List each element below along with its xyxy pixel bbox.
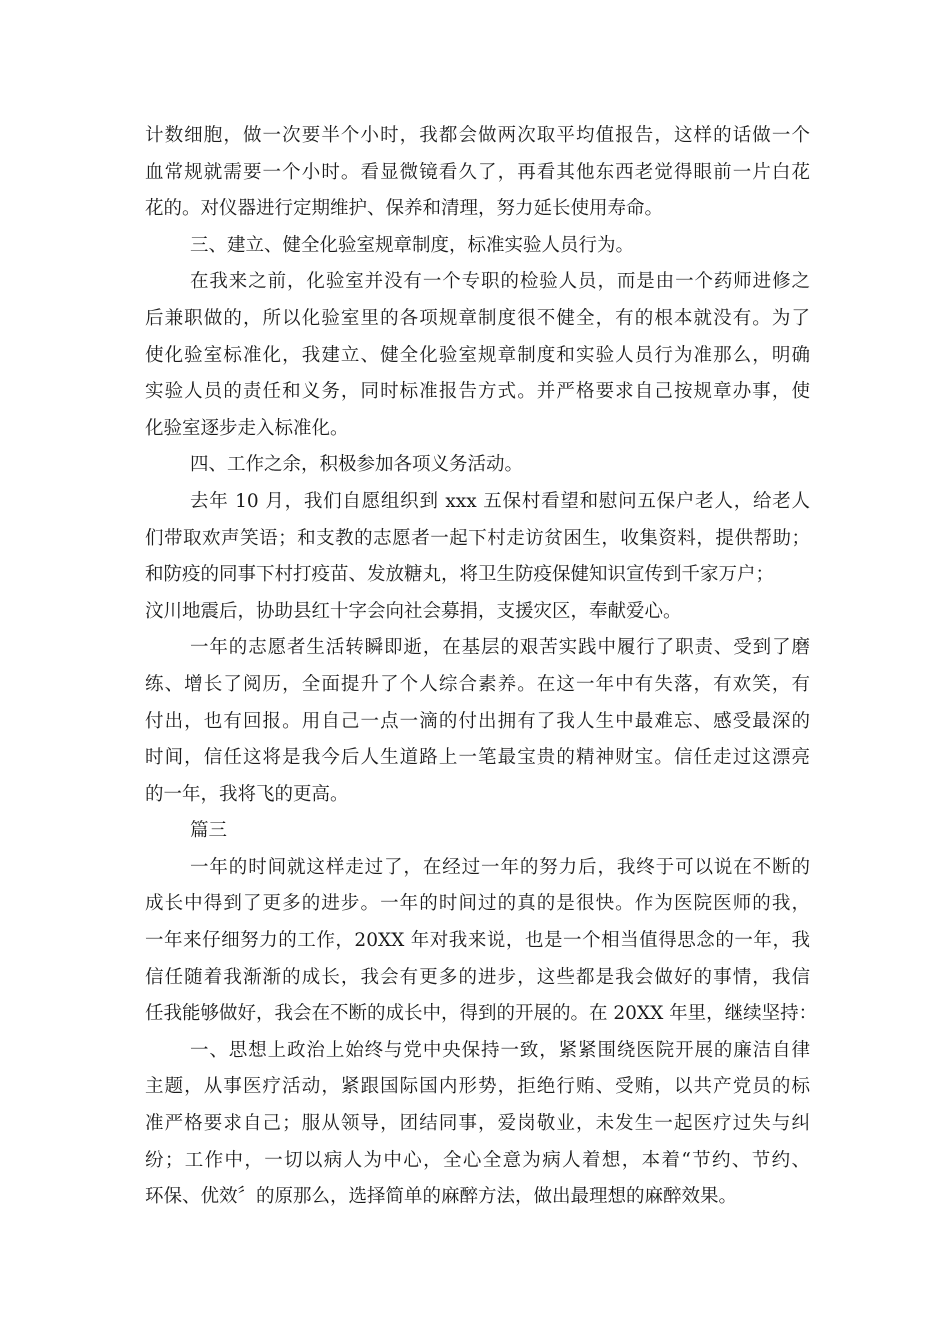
document-body [145, 118, 818, 1216]
text-line: 付出，也有回报。用自己一点一滴的付出拥有了我人生中最难忘、感受最深的 [145, 710, 810, 732]
text-line: 一年的时间就这样走过了，在经过一年的努力后，我终于可以说在不断的 [190, 856, 810, 878]
text-line: 练、增长了阅历，全面提升了个人综合素养。在这一年中有失落，有欢笑，有 [145, 673, 810, 695]
text-line: 一年的志愿者生活转瞬即逝，在基层的艰苦实践中履行了职责、受到了磨 [190, 637, 810, 659]
text-line: 一、思想上政治上始终与党中央保持一致，紧紧围绕医院开展的廉洁自律 [190, 1039, 810, 1061]
text-line: 实验人员的责任和义务，同时标准报告方式。并严格要求自己按规章办事，使 [145, 381, 810, 403]
text-line: 任我能够做好，我会在不断的成长中，得到的开展的。在 20XX 年里，继续坚持： [145, 1003, 818, 1025]
text-line: 的一年，我将飞的更高。 [145, 783, 349, 805]
text-line: 三、建立、健全化验室规章制度，标准实验人员行为。 [190, 234, 635, 256]
text-line: 化验室逐步走入标准化。 [145, 417, 349, 439]
text-line: 血常规就需要一个小时。看显微镜看久了，再看其他东西老觉得眼前一片白花 [145, 161, 810, 183]
text-line: 和防疫的同事下村打疫苗、发放糖丸，将卫生防疫保健知识宣传到千家万户； [145, 564, 775, 586]
text-line: 纷；工作中，一切以病人为中心，全心全意为病人着想，本着“节约、节约、 [145, 1149, 810, 1171]
text-line: 在我来之前，化验室并没有一个专职的检验人员，而是由一个药师进修之 [190, 271, 810, 293]
text-line: 使化验室标准化，我建立、健全化验室规章制度和实验人员行为准那么，明确 [145, 344, 810, 366]
text-line: 汶川地震后，协助县红十字会向社会募捐，支援灾区，奉献爱心。 [145, 600, 682, 622]
text-line: 花的。对仪器进行定期维护、保养和清理，努力延长使用寿命。 [145, 198, 664, 220]
text-line: 一年来仔细努力的工作，20XX 年对我来说，也是一个相当值得思念的一年，我 [145, 930, 810, 952]
text-line: 们带取欢声笑语；和支教的志愿者一起下村走访贫困生，收集资料，提供帮助； [145, 527, 810, 549]
text-line: 篇三 [190, 820, 228, 842]
text-line: 准严格要求自己；服从领导，团结同事，爱岗敬业，未发生一起医疗过失与纠 [145, 1113, 810, 1135]
text-line: 信任随着我渐渐的成长，我会有更多的进步，这些都是我会做好的事情，我信 [145, 966, 810, 988]
text-line: 环保、优效〞的原那么，选择简单的麻醉方法，做出最理想的麻醉效果。 [145, 1186, 738, 1208]
text-line: 成长中得到了更多的进步。一年的时间过的真的是很快。作为医院医师的我， [145, 893, 810, 915]
text-line: 后兼职做的，所以化验室里的各项规章制度很不健全，有的根本就没有。为了 [145, 307, 810, 329]
text-line: 去年 10 月，我们自愿组织到 xxx 五保村看望和慰问五保户老人，给老人 [190, 490, 810, 512]
text-line: 四、工作之余，积极参加各项义务活动。 [190, 454, 524, 476]
text-line: 计数细胞，做一次要半个小时，我都会做两次取平均值报告，这样的话做一个 [145, 125, 810, 146]
text-line: 时间，信任这将是我今后人生道路上一笔最宝贵的精神财宝。信任走过这漂亮 [145, 747, 810, 769]
text-line: 主题，从事医疗活动，紧跟国际国内形势，拒绝行贿、受贿，以共产党员的标 [145, 1076, 810, 1098]
